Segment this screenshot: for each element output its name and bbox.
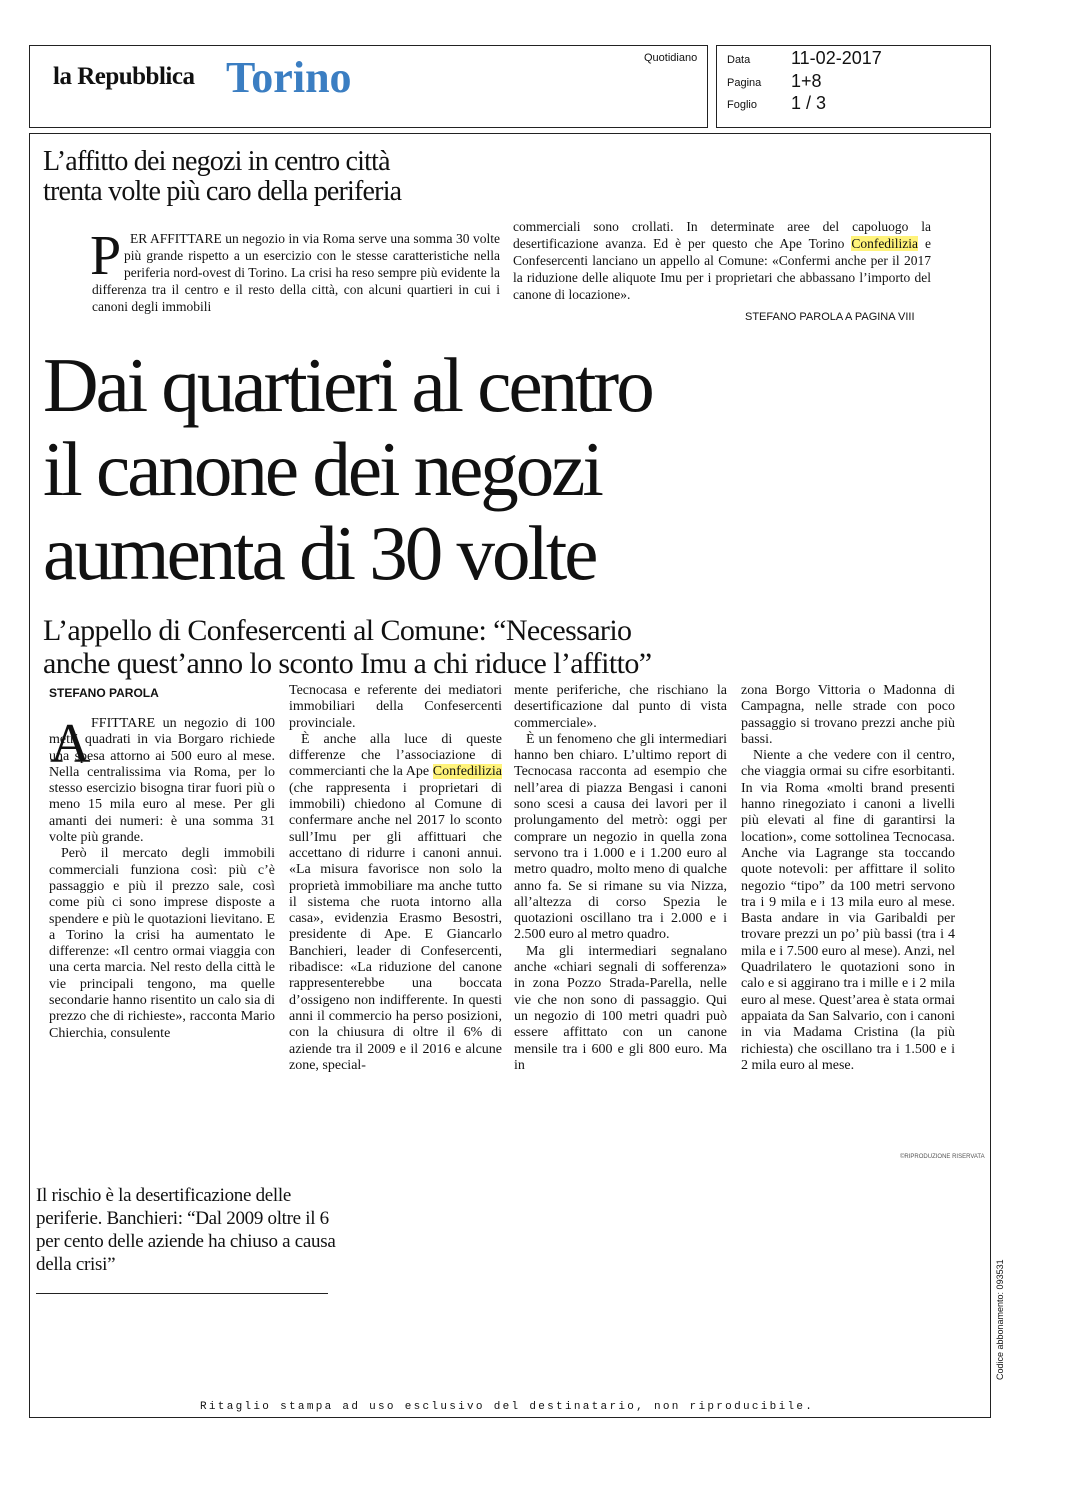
front-kicker-line-1: L’affitto dei negozi in centro città (43, 146, 390, 177)
col1-para-1 (49, 713, 275, 846)
article-column-2 (289, 683, 502, 1074)
col3-para-2: È un fenomeno che gli intermediari hanno ben chiaro. L’ultimo report di Tecnocasa racconta ad esempio che nell’area di piazza Bengasi i canoni sono scesi a causa dei lavori per il prolungamento del metrò: oggi per comprare un negozio in quella zona servono tra i 1.000 e i 1.200 euro al metro quadro, molto meno di qualche anno fa. Se si rimane su via Nizza, all’altezza di corso Spezia le quotazioni oscillano tra i 2.000 e i 2.500 euro al metro quadro. (514, 731, 727, 943)
subscription-code: Codice abbonamento: 093531 (995, 1259, 1005, 1380)
front-byline: STEFANO PAROLA A PAGINA VIII (745, 311, 915, 323)
footer-disclaimer: Ritaglio stampa ad uso esclusivo del destinatario, non riproducibile. (200, 1401, 815, 1413)
col4-para-1: zona Borgo Vittoria o Madonna di Campagna, nelle strade con poco passaggio si trovano prezzi anche più bassi. (741, 683, 955, 747)
pull-quote-rule (36, 1293, 328, 1294)
col1-para-1-text: FFITTARE un negozio di 100 metri quadrati in via Borgaro richiede una spesa attorno ai 500 euro al mese. Nella centralissima via Roma, per lo stesso esercizio bisogna tirar fuori più o meno 15 mila euro al mese. Per gli amanti dei numeri: è una somma 31 volte più grande. (49, 716, 275, 846)
col4-para-2: Niente a che vedere con il centro, che viaggia ormai su cifre esorbitanti. In via Roma «molti brand presenti hanno rinegoziato i canoni a livelli più elevati al fine di garantirsi la location», come sottolinea Tecnocasa. Anche via Lagrange sta toccando quote notevoli: per affittare il solito negozio “tipo” da 100 metri servono tra i 9 mila e i 13 mila euro al mese. Basta andare in via Garibaldi per trovare prezzi un po’ più bassi (tra i 4 mila e i 7.500 euro al mese). Anzi, nel Quadrilatero le quotazioni sono in calo e si aggirano tra i mille e i 2 mila euro al mese. Quest’area è stata ormai appaiata da San Salvario, con i canoni in via Madama Cristina (la più richiesta) che oscillano tra i 1.500 e i 2 mila euro al mese. (741, 748, 955, 1073)
col3-para-1: mente periferiche, che rischiano la desertificazione dal punto di vista commerciale». (514, 683, 727, 731)
col1-para-2: Però il mercato degli immobili commerciali funziona così: più c’è passaggio e più il prezzo sale, così come più ci sono imprese disposte a spendere e più le quotazioni lievitano. E a Torino la crisi ha aumentato le differenze: «Il centro ormai viaggia con una certa marcia. Nel resto della città le vie principali tengono, ma quelle secondarie hanno risentito un calo sia di prezzo che di richieste», racconta Mario Chierchia, consulente (49, 846, 275, 1041)
logo-torino: Torino (226, 53, 352, 102)
article-byline: STEFANO PAROLA (49, 686, 159, 700)
article-subhead (43, 614, 743, 680)
article-drop-cap: A (50, 713, 91, 775)
col3-para-3: Ma gli intermediari segnalano anche «chiari segnali di sofferenza» in zona Pozzo Strada-Parella, nelle vie che non sono di passaggio. Qui un negozio di 100 metri quadri può essere affittato con un canone mensile tra i 600 e gli 800 euro. Ma in (514, 943, 727, 1073)
col2-para-2-text-a: È anche alla luce di queste differenze che l’associazione di commercianti che la Ape (289, 731, 502, 780)
col2-para-2 (289, 732, 502, 1074)
meta-value-data: 11-02-2017 (791, 48, 882, 68)
col2-para-1: Tecnocasa e referente dei mediatori immobiliari della Confesercenti provinciale. (289, 683, 502, 731)
subhead-line-1: L’appello di Confesercenti al Comune: “Necessario (43, 614, 632, 647)
publication-type: Quotidiano (644, 52, 698, 64)
article-column-3 (514, 683, 727, 1074)
meta-value-foglio: 1 / 3 (791, 93, 827, 113)
col2-para-2-text-b: (che rappresenta i proprietari di immobili) chiedono al Comune di confermare anche nel 2017 lo sconto sull’Imu per gli affittuari che accettano di ridurre i canoni annui. «La misura favorisce non solo la proprietà immobiliare ma anche tutto il sistema che ruota intorno alla casa», evidenzia Erasmo Besostri, presidente di Ape. E Giancarlo Banchieri, leader di Confesercenti, ribadisce: «La riduzione del canone rappresenterebbe una boccata d’ossigeno non indifferente. In questi anni il commercio ha perso posizioni, con la chiusura di oltre il 6% di aziende tra il 2009 e il 2016 e alcune zone, special- (289, 780, 502, 1073)
front-kicker-line-2: trenta volte più caro della periferia (43, 176, 402, 207)
col2-highlight-confedilizia: Confedilizia (432, 764, 502, 780)
headline-line-1: Dai quartieri al centro (43, 342, 652, 428)
front-lead-left-text: ER AFFITTARE un negozio in via Roma serve una somma 30 volte più grande rispetto a un esercizio con le stesse caratteristiche nella periferia nord-ovest di Torino. La crisi ha reso sempre più evidente la differenza tra il centro e il resto della città, con alcuni quartieri in cui i canoni degli immobili (92, 231, 500, 314)
headline-line-2: il canone dei negozi (43, 426, 601, 512)
meta-value-pagina: 1+8 (791, 71, 822, 91)
article-column-4 (741, 683, 955, 1074)
pull-quote: Il rischio è la desertificazione delle periferie. Banchieri: “Dal 2009 oltre il 6 per cento delle aziende ha chiuso a causa della crisi” (36, 1185, 336, 1275)
article-column-1 (49, 713, 275, 1042)
front-lead-right-text-2: e Confesercenti lanciano un appello al Comune: «Confermi anche per il 2017 la riduzione delle aliquote Imu per i proprietari che abbassano l’importo del canone di locazione». (513, 236, 931, 302)
front-highlight-confedilizia: Confedilizia (851, 236, 919, 251)
front-lead-right (513, 218, 931, 303)
copyright-note: ©RIPRODUZIONE RISERVATA (900, 1154, 985, 1160)
meta-label-data: Data (727, 54, 751, 66)
front-drop-cap: P (90, 225, 122, 287)
front-lead-left (90, 225, 500, 315)
front-kicker (43, 147, 563, 207)
headline-line-3: aumenta di 30 volte (43, 510, 596, 596)
meta-label-pagina: Pagina (727, 77, 762, 89)
article-headline (43, 343, 983, 595)
logo-la-repubblica: la Repubblica (53, 63, 195, 90)
meta-label-foglio: Foglio (727, 99, 757, 111)
subhead-line-2: anche quest’anno lo sconto Imu a chi riduce l’affitto” (43, 647, 652, 680)
front-lead-right-text-1: commerciali sono crollati. In determinate aree del capoluogo la desertificazione avanza. Ed è per questo che Ape Torino (513, 219, 931, 251)
